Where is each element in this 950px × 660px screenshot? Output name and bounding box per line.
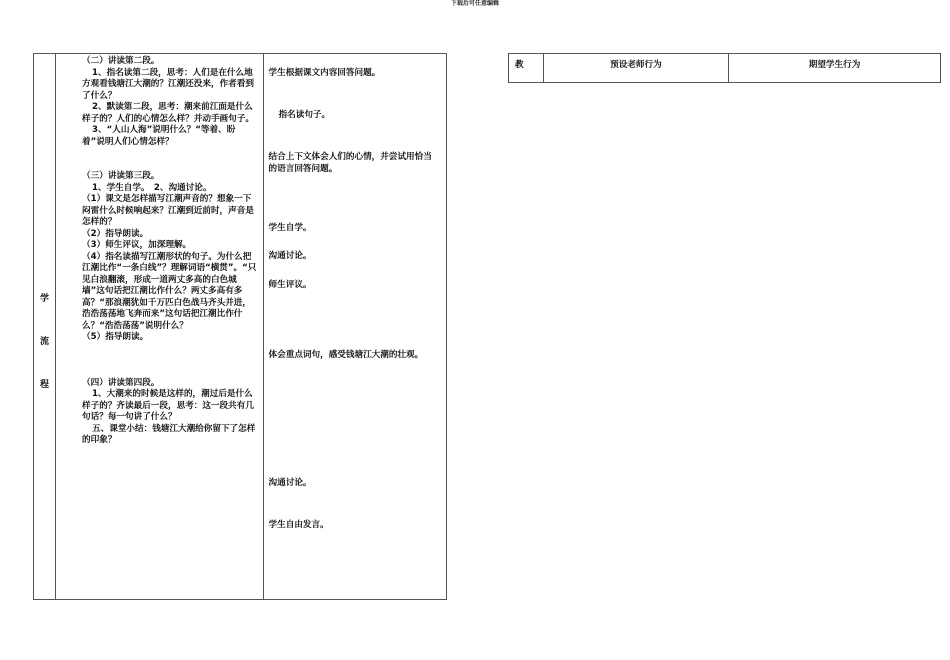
header-cell-student-behavior: 期望学生行为 xyxy=(729,54,941,83)
lesson-paragraph: 2、默读第二段，思考：潮来前江面是什么样子的？人们的心情怎么样？并动手画句子。 xyxy=(82,102,254,124)
student-note: 学生自由发言。 xyxy=(268,520,329,530)
student-note: 沟通讨论。 xyxy=(268,478,312,488)
behavior-header-table xyxy=(508,53,941,83)
teacher-activity-cell xyxy=(56,54,264,600)
student-note: 沟通讨论。 xyxy=(268,251,312,261)
header-cell-teacher-behavior: 预设老师行为 xyxy=(543,54,728,83)
process-label-cell xyxy=(34,54,56,600)
spacer xyxy=(82,344,260,378)
spacer xyxy=(82,148,260,171)
lesson-paragraph: （2）指导朗读。 xyxy=(82,228,149,239)
lesson-paragraph: （3）师生评议，加深理解。 xyxy=(82,240,192,250)
side-label-cheng: 程 xyxy=(39,380,49,390)
lesson-paragraph: 1、指名读第二段，思考：人们是在什么地方观看钱塘江大潮的？江潮还没来，作者看到了什么？ xyxy=(82,67,254,101)
section-heading: （四）讲读第四段。 xyxy=(82,377,160,388)
header-cell-jiao: 教 xyxy=(509,54,544,83)
student-note: 指名读句子。 xyxy=(278,110,331,120)
side-label-xue: 学 xyxy=(39,294,49,304)
lesson-paragraph: 五、课堂小结：钱塘江大潮给你留下了怎样的印象？ xyxy=(82,423,256,445)
lesson-paragraph: （4）指名读描写江潮形状的句子。为什么把江潮比作“一条白线”？理解词语“横贯”。“只见白浪翻滚，形成一道两丈多高的白色城墙”这句话把江潮比作什么？两丈多高有多高？“那浪潮犹如千万匹白色战马齐头并进，浩浩荡荡地飞奔而来”这句话把江潮比作什么？“浩浩荡荡”说明什么？ xyxy=(82,251,257,331)
lesson-process-table xyxy=(33,53,447,600)
lesson-paragraph: 3、“人山人海”说明什么？“等着、盼着”说明人们心情怎样？ xyxy=(82,125,236,147)
section-heading: （二）讲读第二段。 xyxy=(82,56,160,66)
student-note: 师生评议。 xyxy=(268,280,312,290)
section-heading: （三）讲读第三段。 xyxy=(82,171,160,181)
lesson-paragraph: 1、学生自学。 2、沟通讨论。 xyxy=(92,182,212,193)
student-note: 学生根据课文内容回答问题。 xyxy=(268,68,381,78)
lesson-paragraph: （5）指导朗读。 xyxy=(82,332,149,342)
student-activity-cell xyxy=(263,54,446,600)
student-note: 体会重点词句，感受钱塘江大潮的壮观。 xyxy=(268,350,424,360)
side-label-liu: 流 xyxy=(39,337,49,347)
lesson-paragraph: （1）课文是怎样描写江潮声音的？想象一下闷雷什么时候响起来？江潮到近前时，声音是怎样的？ xyxy=(82,194,254,227)
student-note: 结合上下文体会人们的心情，并尝试用恰当的语言回答问题。 xyxy=(268,152,432,174)
lesson-paragraph: 1、大潮来的时候是这样的，潮过后是什么样子的？齐读最后一段，思考：这一段共有几句话？每一句讲了什么？ xyxy=(82,389,254,422)
page-header: 下载后可任意编辑 xyxy=(450,0,499,7)
student-note: 学生自学。 xyxy=(268,223,312,233)
